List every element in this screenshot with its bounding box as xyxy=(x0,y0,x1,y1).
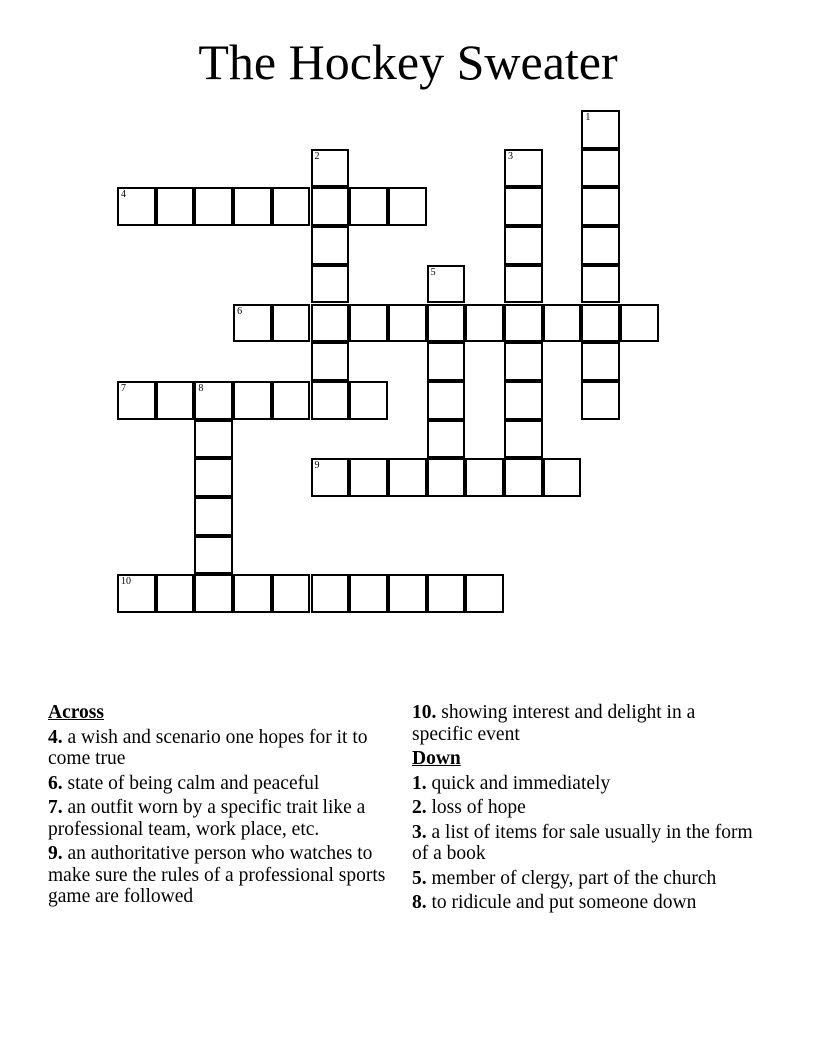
clue-text: member of clergy, part of the church xyxy=(426,867,717,889)
grid-cell[interactable] xyxy=(117,381,156,420)
grid-cell[interactable] xyxy=(311,187,350,226)
grid-cell[interactable] xyxy=(272,304,311,343)
grid-cell[interactable] xyxy=(233,304,272,343)
grid-cell[interactable] xyxy=(349,304,388,343)
clue-number: 2. xyxy=(412,797,427,818)
clue-number: 8. xyxy=(412,892,427,913)
grid-cell[interactable] xyxy=(233,574,272,613)
grid-cell[interactable] xyxy=(194,381,233,420)
grid-cell[interactable] xyxy=(388,304,427,343)
grid-cell[interactable] xyxy=(504,226,543,265)
grid-cell[interactable] xyxy=(272,381,311,420)
grid-cell[interactable] xyxy=(311,226,350,265)
grid-cell[interactable] xyxy=(194,187,233,226)
grid-cell[interactable] xyxy=(504,187,543,226)
grid-cell[interactable] xyxy=(156,574,195,613)
cell-number: 6 xyxy=(237,305,243,317)
grid-cell[interactable] xyxy=(349,458,388,497)
grid-cell[interactable] xyxy=(620,304,659,343)
grid-cell[interactable] xyxy=(311,149,350,188)
grid-cell[interactable] xyxy=(504,265,543,304)
cell-number: 9 xyxy=(314,460,320,472)
down-heading: Down xyxy=(412,748,461,769)
grid-cell[interactable] xyxy=(427,304,466,343)
grid-cell[interactable] xyxy=(504,420,543,459)
grid-cell[interactable] xyxy=(233,187,272,226)
clue-number: 5. xyxy=(412,867,427,889)
clue-text: an authoritative person who watches to make sure the rules of a professional sports game are followed xyxy=(48,843,386,907)
grid-cell[interactable] xyxy=(311,342,350,381)
grid-cell[interactable] xyxy=(117,574,156,613)
grid-cell[interactable] xyxy=(504,458,543,497)
clue-across-7 xyxy=(48,797,393,840)
clue-across-6 xyxy=(48,773,393,795)
clue-across-10 xyxy=(412,702,757,745)
grid-cell[interactable] xyxy=(427,420,466,459)
grid-cell[interactable] xyxy=(349,574,388,613)
grid-cell[interactable] xyxy=(581,381,620,420)
grid-cell[interactable] xyxy=(581,110,620,149)
clue-across-4 xyxy=(48,727,393,770)
grid-cell[interactable] xyxy=(581,187,620,226)
grid-cell[interactable] xyxy=(349,187,388,226)
cell-number: 2 xyxy=(314,150,320,162)
grid-cell[interactable] xyxy=(581,265,620,304)
grid-cell[interactable] xyxy=(465,574,504,613)
cell-number: 5 xyxy=(430,266,436,278)
grid-cell[interactable] xyxy=(156,381,195,420)
grid-cell[interactable] xyxy=(504,381,543,420)
clue-down-8 xyxy=(412,892,757,914)
clue-down-1 xyxy=(412,773,757,795)
grid-cell[interactable] xyxy=(311,574,350,613)
clue-number: 10. xyxy=(412,702,437,723)
cell-number: 4 xyxy=(121,189,126,201)
clue-down-5 xyxy=(412,868,757,890)
clue-text: loss of hope xyxy=(426,797,526,818)
grid-cell[interactable] xyxy=(465,304,504,343)
grid-cell[interactable] xyxy=(311,265,350,304)
clue-text: an outfit worn by a specific trait like a professional team, work place, etc. xyxy=(48,797,366,840)
grid-cell[interactable] xyxy=(311,381,350,420)
clue-number: 9. xyxy=(48,843,63,864)
grid-cell[interactable] xyxy=(427,342,466,381)
grid-cell[interactable] xyxy=(581,149,620,188)
clues-left-column xyxy=(48,702,393,911)
clue-number: 3. xyxy=(412,821,427,843)
grid-cell[interactable] xyxy=(504,304,543,343)
cell-number: 10 xyxy=(121,576,131,588)
cell-number: 7 xyxy=(121,382,126,394)
clue-number: 1. xyxy=(412,772,427,794)
grid-cell[interactable] xyxy=(427,265,466,304)
grid-cell[interactable] xyxy=(156,187,195,226)
grid-cell[interactable] xyxy=(311,458,350,497)
grid-cell[interactable] xyxy=(117,187,156,226)
grid-cell[interactable] xyxy=(388,187,427,226)
grid-cell[interactable] xyxy=(427,458,466,497)
grid-cell[interactable] xyxy=(194,420,233,459)
cell-number: 1 xyxy=(585,112,591,123)
grid-cell[interactable] xyxy=(272,574,311,613)
grid-cell[interactable] xyxy=(504,342,543,381)
across-heading: Across xyxy=(48,702,104,723)
clue-across-9 xyxy=(48,843,393,908)
grid-cell[interactable] xyxy=(581,226,620,265)
grid-cell[interactable] xyxy=(311,304,350,343)
grid-cell[interactable] xyxy=(581,304,620,343)
clue-down-2 xyxy=(412,797,757,819)
grid-cell[interactable] xyxy=(465,458,504,497)
puzzle-title: The Hockey Sweater xyxy=(198,34,618,90)
grid-cell[interactable] xyxy=(194,497,233,536)
grid-cell[interactable] xyxy=(194,574,233,613)
grid-cell[interactable] xyxy=(349,381,388,420)
clue-number: 4. xyxy=(48,726,63,748)
crossword-grid xyxy=(117,110,677,620)
clue-number: 7. xyxy=(48,797,63,818)
clue-text: to ridicule and put someone down xyxy=(426,892,697,913)
cell-number: 3 xyxy=(508,150,513,162)
clue-down-3 xyxy=(412,822,757,865)
clue-number: 6. xyxy=(48,772,63,794)
cell-number: 8 xyxy=(198,382,204,394)
grid-cell[interactable] xyxy=(194,458,233,497)
clue-text: state of being calm and peaceful xyxy=(62,772,320,794)
grid-cell[interactable] xyxy=(388,574,427,613)
grid-cell[interactable] xyxy=(543,458,582,497)
grid-cell[interactable] xyxy=(272,187,311,226)
grid-cell[interactable] xyxy=(543,304,582,343)
clue-text: a wish and scenario one hopes for it to come true xyxy=(48,726,368,769)
grid-cell[interactable] xyxy=(233,381,272,420)
clues-right-column xyxy=(412,702,757,917)
grid-cell[interactable] xyxy=(427,574,466,613)
clue-text: a list of items for sale usually in the form of a book xyxy=(412,821,753,864)
clue-text: quick and immediately xyxy=(426,772,611,794)
clue-text: showing interest and delight in a specific event xyxy=(412,702,696,745)
grid-cell[interactable] xyxy=(581,342,620,381)
grid-cell[interactable] xyxy=(504,149,543,188)
grid-cell[interactable] xyxy=(194,536,233,575)
grid-cell[interactable] xyxy=(427,381,466,420)
grid-cell[interactable] xyxy=(388,458,427,497)
